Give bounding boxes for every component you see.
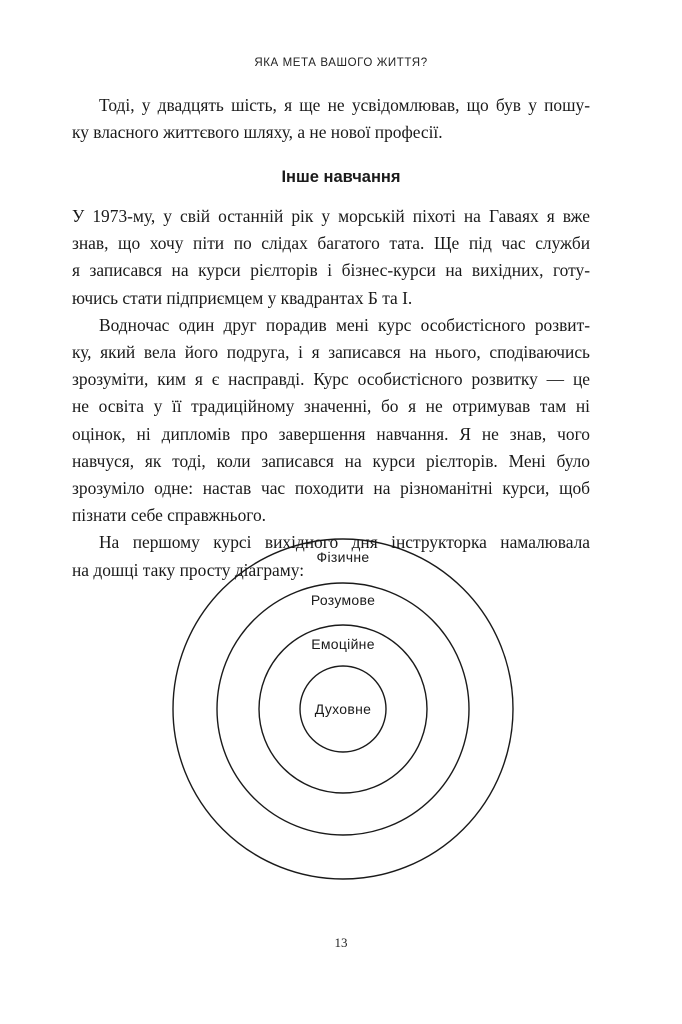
ring-label-spiritual: Духовне — [314, 701, 372, 717]
text-line: оцінок, ні дипломів про завершення навчання. Я не знав, чого — [72, 423, 590, 444]
ring-label-mental: Розумове — [310, 592, 376, 608]
paragraph-1 — [72, 92, 590, 146]
text-line: навчуся, як тоді, коли записався на курси рієлторів. Мені було — [72, 450, 590, 471]
text-line: ку власного життєвого шляху, а не нової професії. — [72, 122, 443, 143]
text-line: я записався на курси рієлторів і бізнес-курси на вихідних, готу- — [72, 260, 590, 281]
text-line: ку, який вела його подруга, і я записався на нього, сподіваючись — [72, 342, 590, 363]
paragraph-3 — [72, 312, 590, 530]
text-line: Водночас один друг порадив мені курс особистісного розвит- — [99, 314, 590, 335]
text-line: знав, що хочу піти по слідах багатого тата. Ще під час служби — [72, 233, 590, 254]
text-line: на дошці таку просту діаграму: — [72, 559, 305, 580]
running-head: ЯКА МЕТА ВАШОГО ЖИТТЯ? — [254, 57, 428, 69]
text-line: На першому курсі вихідного дня інструкторка намалювала — [99, 532, 590, 553]
text-line: Тоді, у двадцять шість, я ще не усвідомлював, що був у пошу- — [99, 95, 590, 115]
concentric-circles-diagram — [171, 537, 515, 881]
ring-label-emotional: Емоційне — [311, 636, 375, 652]
ring-label-physical: Фізичне — [316, 549, 370, 565]
text-line: ючись стати підприємцем у квадрантах Б та І. — [72, 287, 413, 308]
text-line: зрозуміти, ким я є насправді. Курс особистісного розвитку — це — [72, 369, 590, 390]
body-text — [72, 203, 590, 584]
section-title: Інше навчання — [281, 168, 401, 186]
page-number: 13 — [334, 935, 348, 950]
text-line: не освіта у її традиційному значенні, бо я не отримував там ні — [72, 396, 590, 417]
paragraph-2 — [72, 203, 590, 312]
text-line: зрозуміло одне: настав час походити на різноманітні курси, щоб — [72, 478, 590, 499]
text-line: пізнати себе справжнього. — [72, 505, 267, 526]
text-line: У 1973-му, у свій останній рік у морській піхоті на Гаваях я вже — [72, 206, 590, 226]
